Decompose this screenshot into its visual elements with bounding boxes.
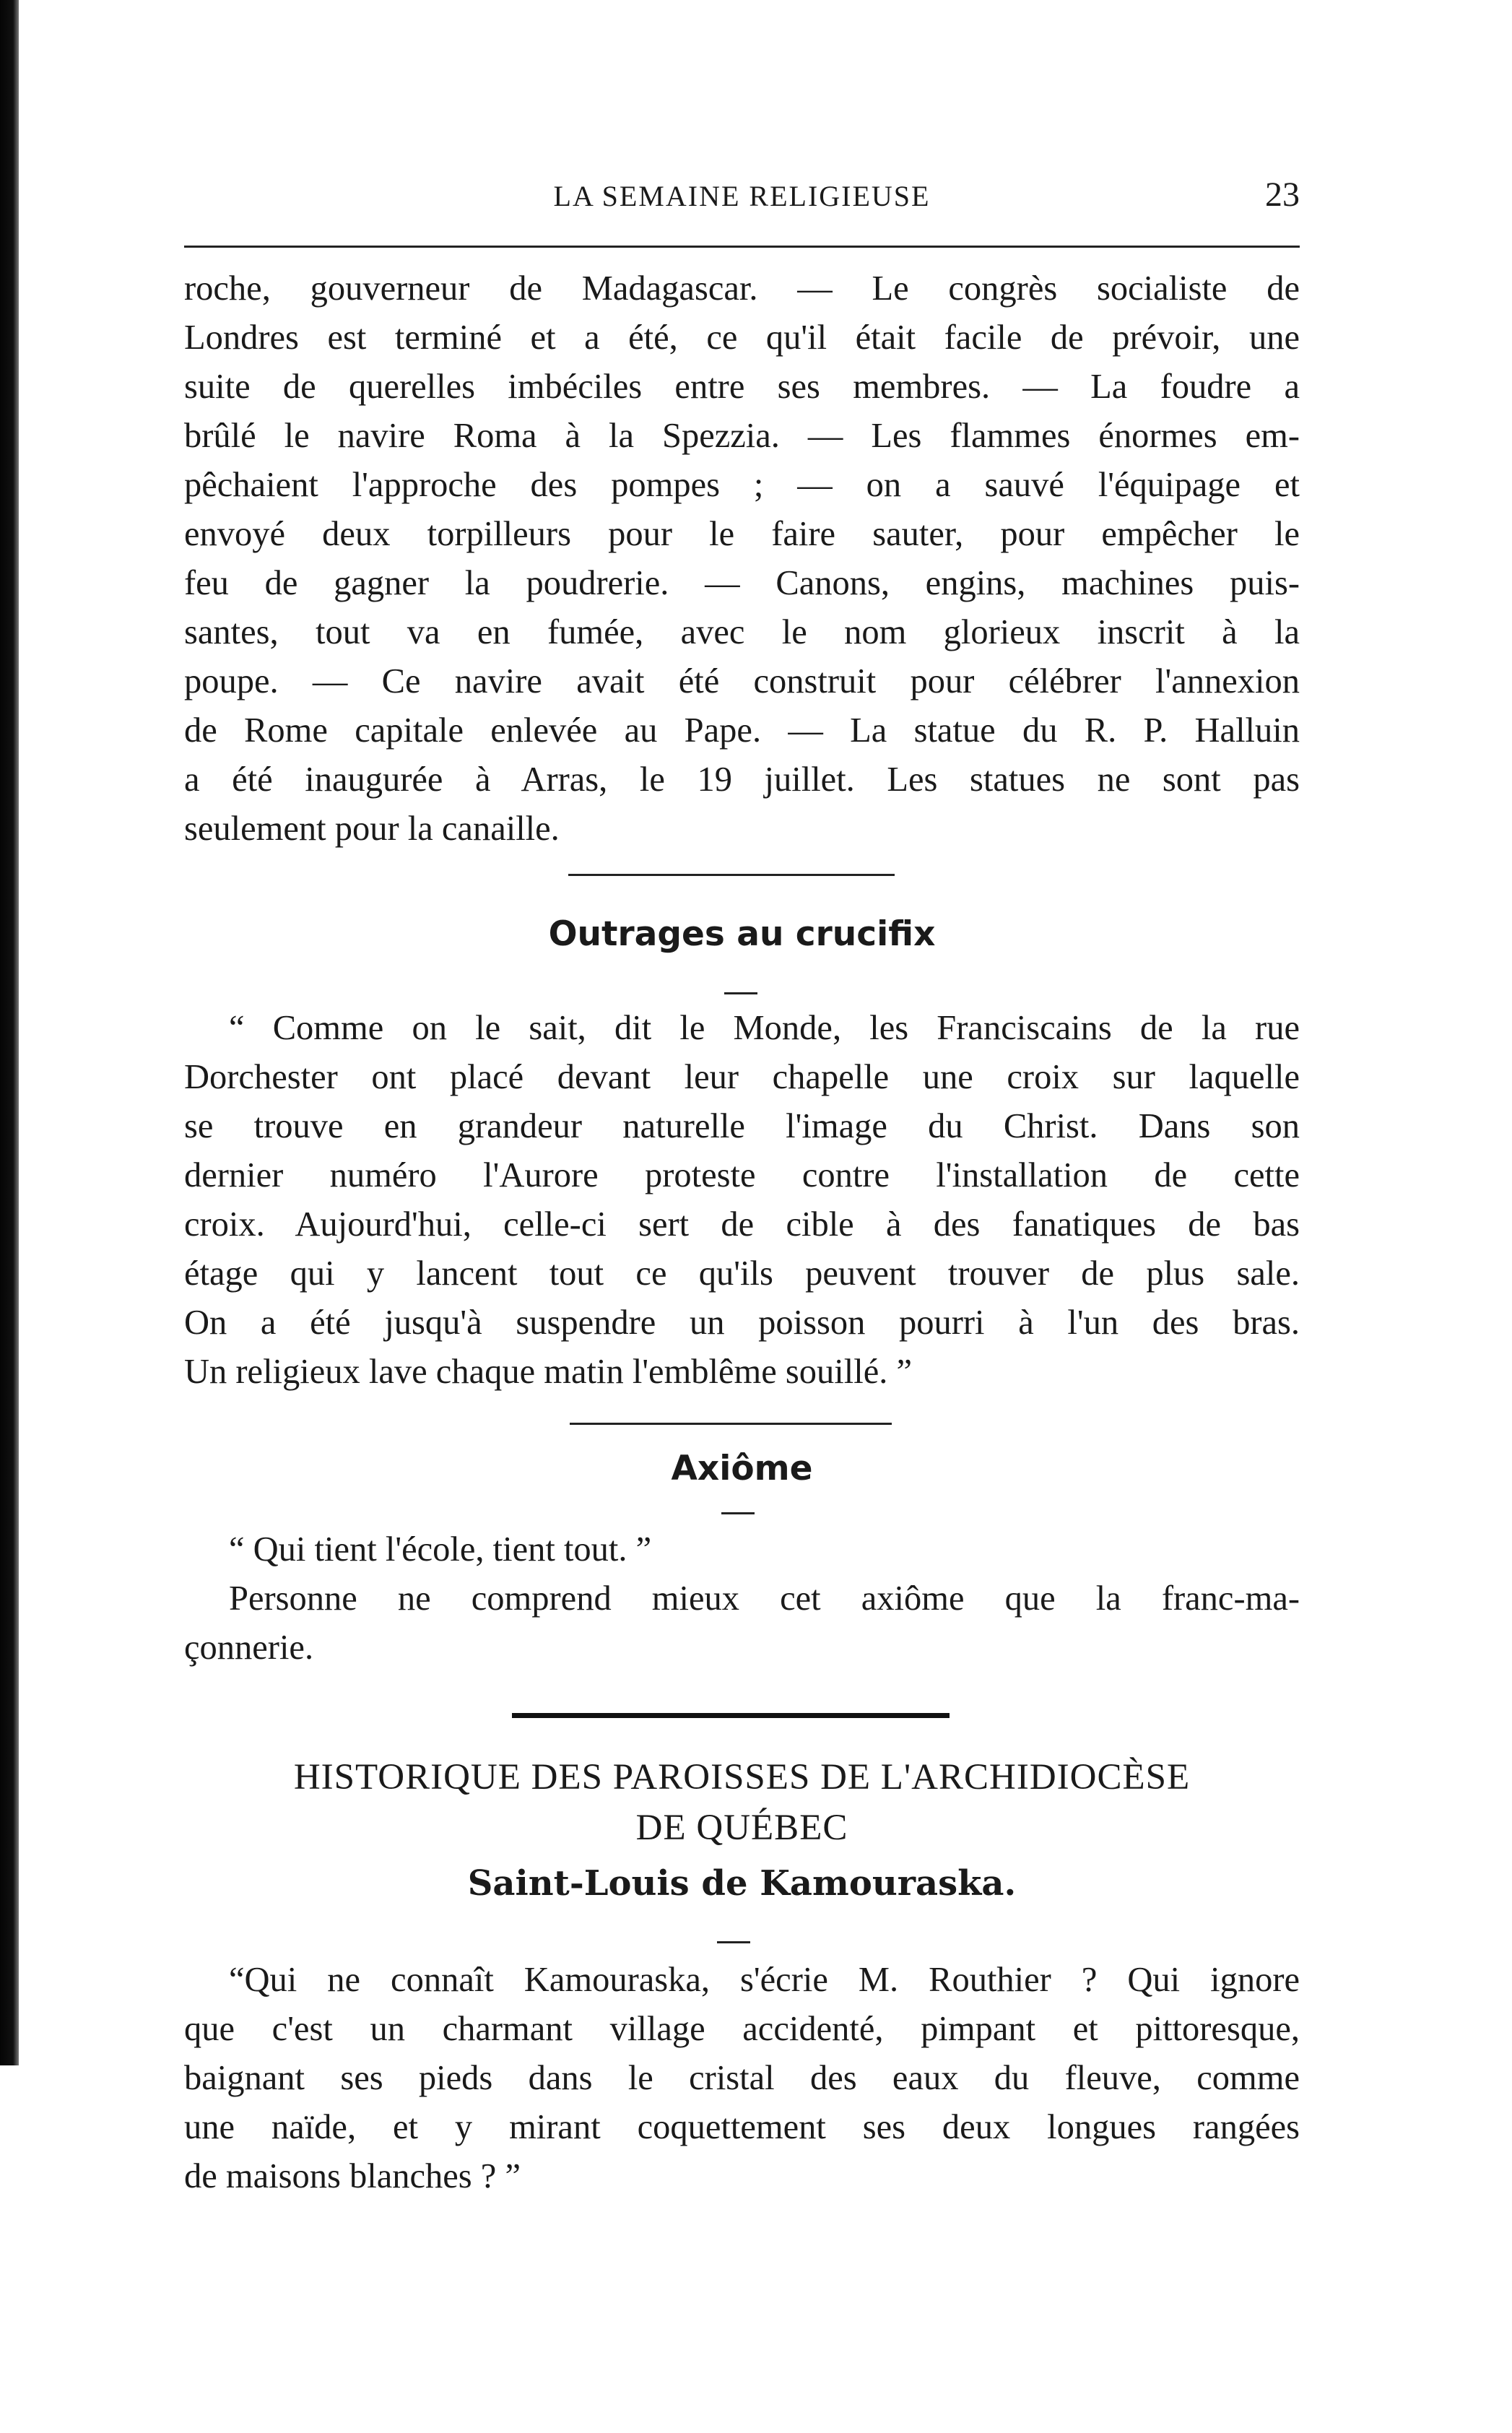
page-number: 23 (1265, 175, 1300, 214)
text-line: “ Qui tient l'école, tient tout. ” (229, 1530, 652, 1569)
title-dash (724, 992, 757, 994)
text-line: suite de querelles imbéciles entre ses membres. — La foudre a (184, 368, 1300, 406)
text-line: Londres est terminé et a été, ce qu'il était facile de prévoir, une (184, 318, 1300, 357)
text-line: roche, gouverneur de Madagascar. — Le congrès socialiste de (184, 269, 1300, 308)
running-head-title: LA SEMAINE RELIGIEUSE (553, 180, 931, 212)
text-line: “Qui ne connaît Kamouraska, s'écrie M. Routhier ? Qui ignore (229, 1961, 1300, 1999)
text-line: croix. Aujourd'hui, celle-ci sert de cible à des fanatiques de bas (184, 1205, 1300, 1244)
text-line: Un religieux lave chaque matin l'emblême souillé. ” (184, 1353, 913, 1391)
text-line: “ Comme on le sait, dit le Monde, les Franciscains de la rue (229, 1009, 1300, 1047)
section-title-historique-line2: DE QUÉBEC (635, 1808, 848, 1848)
section-separator (570, 1423, 892, 1425)
text-line: de maisons blanches ? ” (184, 2157, 521, 2195)
text-line: feu de gagner la poudrerie. — Canons, engins, machines puis- (184, 564, 1300, 602)
text-line: une naïde, et y mirant coquettement ses deux longues rangées (184, 2108, 1300, 2146)
text-line: a été inaugurée à Arras, le 19 juillet. Les statues ne sont pas (184, 760, 1300, 799)
text-line: Personne ne comprend mieux cet axiôme que la franc-ma- (229, 1579, 1300, 1618)
text-line: Dorchester ont placé devant leur chapelle une croix sur laquelle (184, 1058, 1300, 1096)
text-line: On a été jusqu'à suspendre un poisson pourri à l'un des bras. (184, 1304, 1300, 1342)
section-title-crucifix: Outrages au crucifix (548, 914, 936, 954)
section-title-historique: HISTORIQUE DES PAROISSES DE L'ARCHIDIOCÈSE (293, 1757, 1191, 1797)
crucifix-paragraph (184, 1004, 1300, 1397)
header-rule (184, 246, 1300, 248)
text-line: baignant ses pieds dans le cristal des eaux du fleuve, comme (184, 2059, 1300, 2097)
section-title-axiome: Axiôme (671, 1449, 813, 1488)
text-line: de Rome capitale enlevée au Pape. — La statue du R. P. Halluin (184, 711, 1300, 750)
text-line: santes, tout va en fumée, avec le nom glorieux inscrit à la (184, 613, 1300, 651)
text-line: que c'est un charmant village accidenté, pimpant et pittoresque, (184, 2010, 1300, 2048)
intro-paragraph (184, 264, 1300, 854)
title-dash (721, 1512, 755, 1514)
thick-separator (512, 1713, 950, 1718)
text-line: poupe. — Ce navire avait été construit pour célébrer l'annexion (184, 662, 1300, 701)
document-page (184, 0, 1300, 2433)
section-separator (568, 874, 895, 876)
section-subtitle: Saint-Louis de Kamouraska. (467, 1863, 1017, 1904)
text-line: seulement pour la canaille. (184, 810, 560, 848)
text-line: pêchaient l'approche des pompes ; — on a sauvé l'équipage et (184, 466, 1300, 504)
title-dash (717, 1941, 750, 1943)
page-edge-shadow (0, 0, 19, 2065)
text-line: étage qui y lancent tout ce qu'ils peuvent trouver de plus sale. (184, 1254, 1300, 1293)
text-line: dernier numéro l'Aurore proteste contre l'installation de cette (184, 1156, 1300, 1194)
text-line: brûlé le navire Roma à la Spezzia. — Les flammes énormes em- (184, 417, 1300, 455)
running-head (184, 175, 1300, 225)
axiome-paragraph (184, 1525, 1300, 1673)
text-line: envoyé deux torpilleurs pour le faire sauter, pour empêcher le (184, 515, 1300, 553)
text-line: çonnerie. (184, 1628, 314, 1667)
historique-paragraph (184, 1956, 1300, 2201)
text-line: se trouve en grandeur naturelle l'image du Christ. Dans son (184, 1107, 1300, 1145)
